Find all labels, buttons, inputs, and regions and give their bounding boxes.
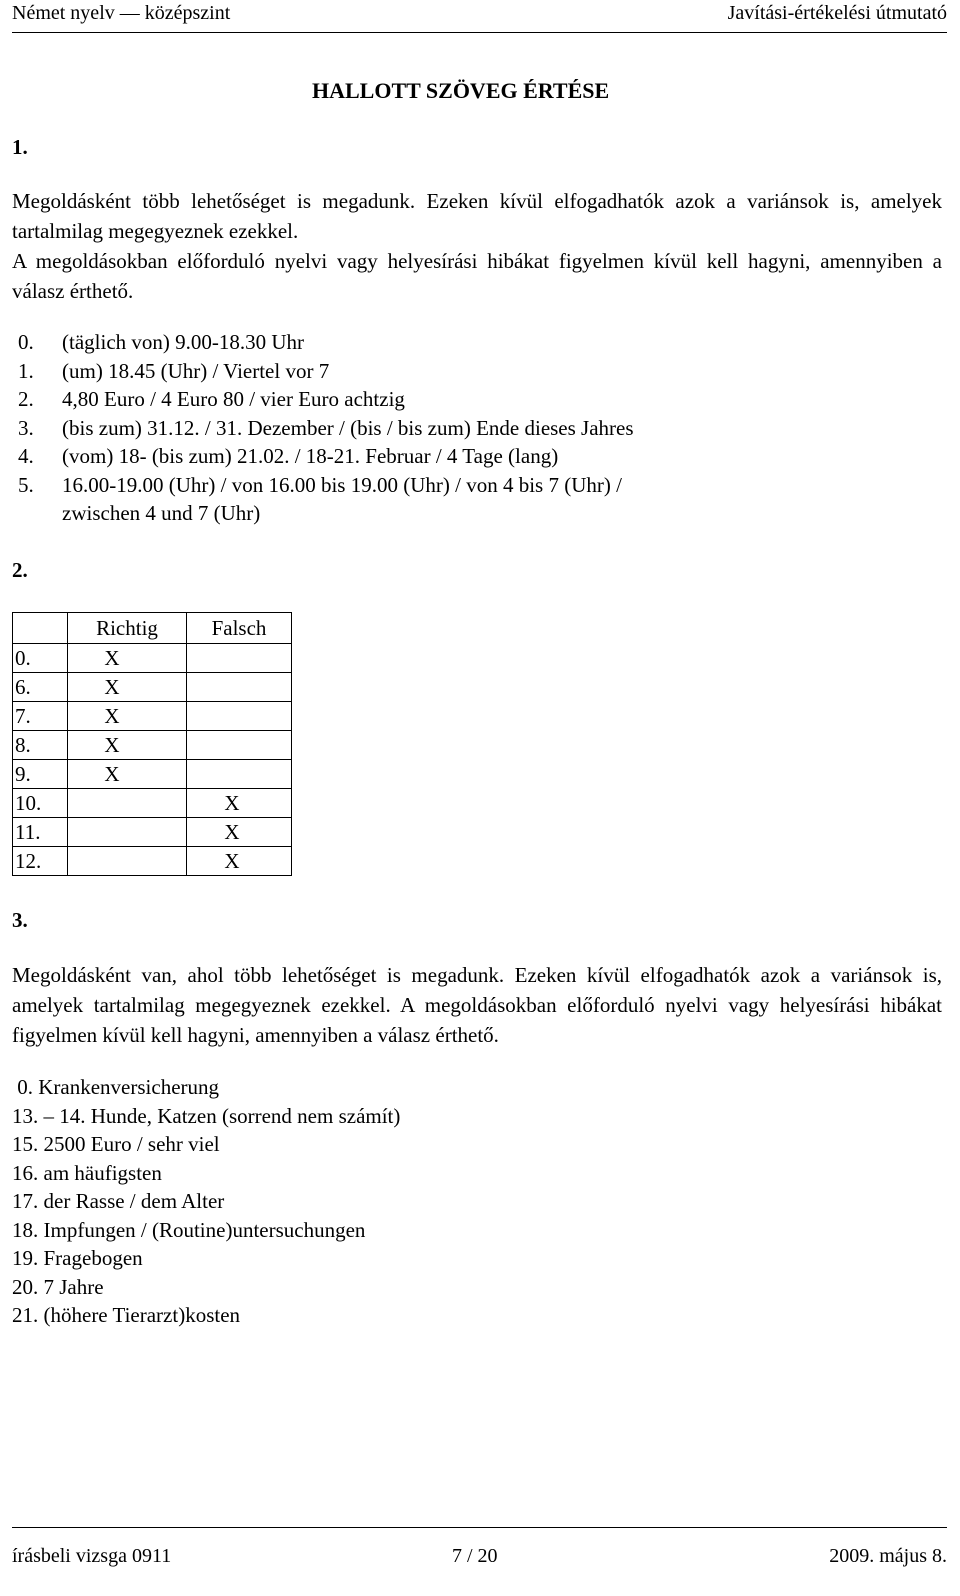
list-item (12, 499, 634, 528)
richtig-mark: X (104, 645, 120, 670)
section-2-number: 2. (12, 558, 28, 582)
richtig-mark: X (104, 761, 120, 786)
header-rule (12, 32, 947, 33)
section-3-number: 3. (12, 908, 28, 932)
table-header-row (13, 613, 292, 644)
list-item (12, 385, 634, 414)
answer-text: zwischen 4 und 7 (Uhr) (62, 501, 261, 525)
table-row (13, 731, 292, 760)
column-header-richtig: Richtig (68, 613, 187, 644)
section-1-answers (12, 328, 634, 528)
row-number: 0. (13, 644, 68, 673)
answer-number: 0. (18, 330, 34, 354)
list-item (12, 442, 634, 471)
list-item: 18. Impfungen / (Routine)untersuchungen (12, 1217, 366, 1242)
header-right: Javítási-értékelési útmutató (727, 2, 947, 24)
answer-text: (vom) 18- (bis zum) 21.02. / 18-21. Februar / 4 Tage (lang) (62, 444, 559, 468)
list-item (12, 471, 634, 500)
section-3-intro: Megoldásként van, ahol több lehetőséget is megadunk. Ezeken kívül elfogadhatók azok a variánsok is, amelyek tartalmilag megegyeznek ezekkel. A megoldásokban előforduló nyelvi vagy helyesírási hibákat figyelmen kívül kell hagyni, amennyiben a válasz érthető. (12, 963, 942, 1047)
list-item (12, 328, 634, 357)
section-1-intro (12, 186, 942, 306)
section-1-number: 1. (12, 135, 28, 159)
list-item: 13. – 14. Hunde, Katzen (sorrend nem számít) (12, 1103, 401, 1128)
header-left: Német nyelv — középszint (12, 2, 231, 24)
richtig-falsch-table (12, 612, 292, 876)
answer-text: (um) 18.45 (Uhr) / Viertel vor 7 (62, 358, 330, 383)
falsch-mark: X (224, 848, 240, 873)
answer-text: 16.00-19.00 (Uhr) / von 16.00 bis 19.00 (Uhr) / von 4 bis 7 (Uhr) / (62, 472, 622, 497)
row-number: 12. (13, 847, 68, 876)
answer-text: 4,80 Euro / 4 Euro 80 / vier Euro achtzig (62, 387, 405, 411)
table-row (13, 789, 292, 818)
footer-left: írásbeli vizsga 0911 (12, 1545, 172, 1567)
richtig-mark: X (104, 732, 120, 757)
footer-rule (12, 1527, 947, 1528)
row-number: 8. (13, 731, 68, 760)
list-item: 17. der Rasse / dem Alter (12, 1189, 225, 1213)
falsch-mark: X (224, 819, 240, 844)
list-item (12, 357, 634, 386)
table-row (13, 673, 292, 702)
list-item: 20. 7 Jahre (12, 1274, 104, 1299)
list-item: 19. Fragebogen (12, 1246, 143, 1270)
page-number: 7 / 20 (452, 1545, 498, 1567)
row-number: 7. (13, 702, 68, 731)
footer-date: 2009. május 8. (829, 1545, 947, 1567)
answer-number: 4. (18, 444, 34, 468)
section-1-intro-para-1: Megoldásként több lehetőséget is megadunk. Ezeken kívül elfogadhatók azok a variánsok is, amelyek tartalmilag megegyeznek ezekkel. (12, 189, 942, 243)
answer-text: (bis zum) 31.12. / 31. Dezember / (bis / bis zum) Ende dieses Jahres (62, 415, 634, 440)
list-item: 21. (höhere Tierarzt)kosten (12, 1303, 241, 1327)
answer-number: 3. (18, 415, 34, 440)
list-item (12, 414, 634, 443)
answer-text: (täglich von) 9.00-18.30 Uhr (62, 330, 305, 354)
row-number: 10. (13, 789, 68, 818)
row-number: 9. (13, 760, 68, 789)
table-row (13, 760, 292, 789)
column-header-falsch: Falsch (187, 613, 292, 644)
table-row (13, 847, 292, 876)
page-title: HALLOTT SZÖVEG ÉRTÉSE (312, 78, 610, 103)
table-row (13, 818, 292, 847)
richtig-mark: X (104, 674, 120, 699)
list-item: 15. 2500 Euro / sehr viel (12, 1132, 220, 1156)
section-3-answers (12, 1073, 400, 1330)
section-1-intro-para-2: A megoldásokban előforduló nyelvi vagy helyesírási hibákat figyelmen kívül kell hagyni, amennyiben a válasz érthető. (12, 249, 942, 303)
answer-number: 1. (18, 358, 34, 383)
table-row (13, 644, 292, 673)
richtig-mark: X (104, 703, 120, 728)
answer-number: 2. (18, 387, 34, 411)
answer-number: 5. (18, 472, 34, 497)
list-item: 16. am häufigsten (12, 1160, 162, 1185)
row-number: 6. (13, 673, 68, 702)
row-number: 11. (13, 818, 68, 847)
list-item: 0. Krankenversicherung (12, 1075, 220, 1099)
falsch-mark: X (224, 790, 240, 815)
column-header (13, 613, 68, 644)
table-row (13, 702, 292, 731)
answer-number (12, 499, 62, 528)
